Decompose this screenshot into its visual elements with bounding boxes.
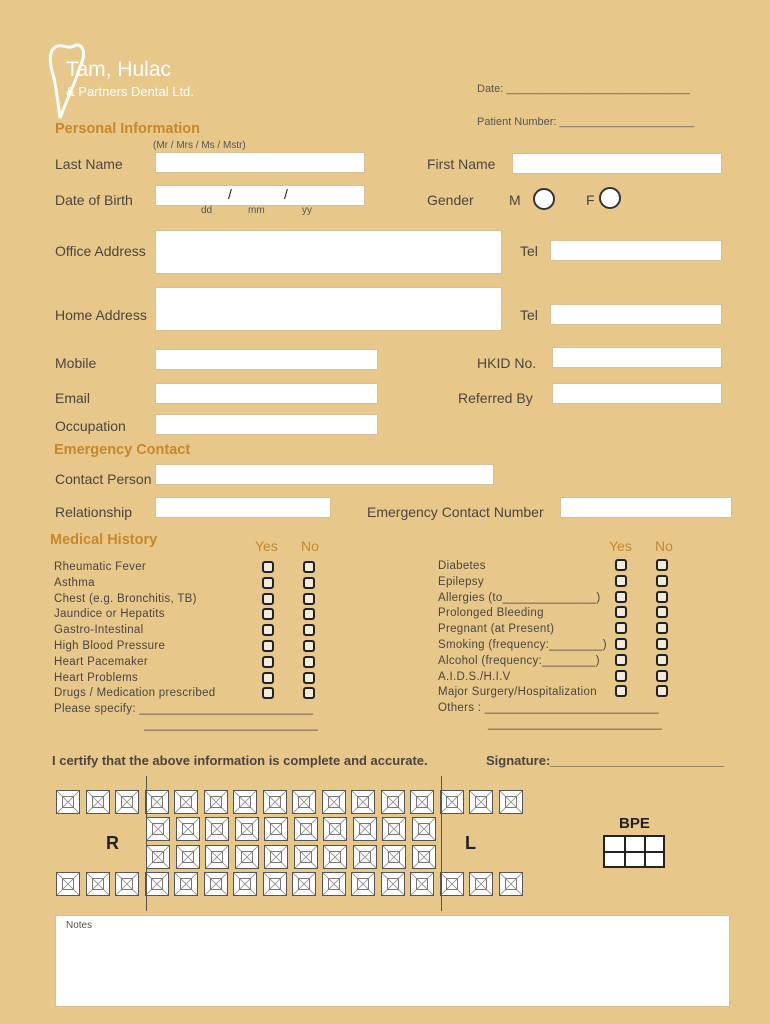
right-medical-list: [438, 559, 662, 733]
tooth-cell[interactable]: [86, 872, 110, 896]
dob-separator-2: /: [284, 186, 288, 202]
medical-item[interactable]: Smoking (frequency:________): [438, 638, 607, 651]
contact-person-label: Contact Person: [55, 471, 152, 487]
relationship-input[interactable]: [155, 497, 331, 518]
yes-checkbox[interactable]: [262, 577, 274, 589]
office-tel-label: Tel: [520, 243, 538, 259]
no-checkbox[interactable]: [303, 687, 315, 699]
hkid-label: HKID No.: [477, 355, 537, 371]
date-field[interactable]: Date: ______________________________: [477, 83, 690, 95]
home-address-label: Home Address: [55, 307, 147, 323]
mobile-label: Mobile: [55, 355, 97, 371]
yes-checkbox[interactable]: [615, 591, 627, 603]
gender-label: Gender: [427, 192, 474, 208]
medical-item[interactable]: Alcohol (frequency:________): [438, 654, 600, 667]
relationship-label: Relationship: [55, 504, 133, 520]
gender-m-label: M: [509, 192, 521, 208]
medical-item: Heart Pacemaker: [54, 655, 148, 668]
home-address-input[interactable]: [155, 287, 502, 331]
tooth-cell[interactable]: [292, 790, 316, 814]
chart-divider: [441, 776, 442, 911]
last-name-label: Last Name: [55, 156, 123, 172]
signature-field[interactable]: Signature:________________________: [486, 753, 724, 768]
yes-checkbox[interactable]: [262, 687, 274, 699]
tooth-cell[interactable]: [292, 872, 316, 896]
no-checkbox[interactable]: [303, 672, 315, 684]
no-checkbox[interactable]: [656, 638, 668, 650]
yes-checkbox[interactable]: [615, 685, 627, 697]
mobile-input[interactable]: [155, 349, 378, 370]
no-checkbox[interactable]: [303, 593, 315, 605]
tooth-cell[interactable]: [264, 845, 288, 869]
tooth-cell[interactable]: [440, 790, 464, 814]
occupation-input[interactable]: [155, 414, 378, 435]
tooth-cell[interactable]: [322, 872, 346, 896]
left-yes-header: Yes: [255, 538, 278, 554]
medical-item: Heart Problems: [54, 671, 139, 684]
dob-mm-hint: mm: [248, 205, 265, 216]
no-checkbox[interactable]: [303, 640, 315, 652]
tooth-cell[interactable]: [233, 872, 257, 896]
tooth-cell[interactable]: [351, 872, 375, 896]
medical-item: Prolonged Bleeding: [438, 607, 544, 620]
no-checkbox[interactable]: [303, 561, 315, 573]
yes-checkbox[interactable]: [615, 559, 627, 571]
yes-checkbox[interactable]: [615, 638, 627, 650]
dob-input[interactable]: [155, 185, 365, 206]
medical-item: Diabetes: [438, 560, 486, 572]
left-no-header: No: [301, 538, 319, 554]
medical-item: Jaundice or Hepatits: [54, 608, 165, 621]
medical-item: Rheumatic Fever: [54, 561, 147, 573]
tooth-cell[interactable]: [205, 817, 229, 841]
gender-m-radio[interactable]: [533, 188, 555, 210]
last-name-input[interactable]: [155, 152, 365, 173]
certify-statement: I certify that the above information is complete and accurate.: [52, 753, 428, 768]
tooth-cell[interactable]: [322, 790, 346, 814]
right-yes-header: Yes: [609, 538, 632, 554]
patient-number-field[interactable]: Patient Number: ______________________: [477, 116, 695, 128]
medical-item: Asthma: [54, 576, 95, 589]
no-checkbox[interactable]: [656, 654, 668, 666]
others-line2[interactable]: __________________________: [488, 717, 663, 730]
tooth-cell[interactable]: [410, 790, 434, 814]
tooth-cell[interactable]: [469, 790, 493, 814]
yes-checkbox[interactable]: [615, 575, 627, 587]
tooth-cell[interactable]: [235, 817, 259, 841]
no-checkbox[interactable]: [656, 575, 668, 587]
tooth-cell[interactable]: [115, 790, 139, 814]
logo-title: Tam, Hulac: [66, 58, 172, 81]
referred-by-label: Referred By: [458, 390, 533, 406]
personal-info-heading: Personal Information: [55, 121, 201, 137]
please-specify-field[interactable]: Please specify: __________________________: [54, 703, 314, 716]
dob-dd-hint: dd: [201, 205, 213, 216]
dob-label: Date of Birth: [55, 192, 133, 208]
tooth-cell[interactable]: [145, 872, 169, 896]
tooth-cell[interactable]: [264, 817, 288, 841]
yes-checkbox[interactable]: [262, 656, 274, 668]
medical-item: Epilepsy: [438, 575, 484, 588]
tooth-cell[interactable]: [294, 845, 318, 869]
tooth-cell[interactable]: [499, 790, 523, 814]
bpe-label: BPE: [619, 815, 650, 832]
yes-checkbox[interactable]: [262, 624, 274, 636]
medical-history-heading: Medical History: [50, 532, 158, 548]
emergency-contact-heading: Emergency Contact: [54, 442, 191, 458]
no-checkbox[interactable]: [656, 685, 668, 697]
yes-checkbox[interactable]: [262, 593, 274, 605]
yes-checkbox[interactable]: [615, 654, 627, 666]
right-no-header: No: [655, 538, 673, 554]
medical-item: Chest (e.g. Bronchitis, TB): [54, 592, 197, 605]
tooth-cell[interactable]: [351, 790, 375, 814]
tooth-cell[interactable]: [499, 872, 523, 896]
dob-separator-1: /: [228, 186, 232, 202]
tooth-cell[interactable]: [86, 790, 110, 814]
gender-f-label: F: [586, 192, 595, 208]
office-tel-input[interactable]: [550, 240, 722, 261]
chart-divider: [146, 776, 147, 911]
tooth-cell[interactable]: [233, 790, 257, 814]
no-checkbox[interactable]: [303, 577, 315, 589]
tooth-cell[interactable]: [410, 872, 434, 896]
tooth-cell[interactable]: [115, 872, 139, 896]
tooth-cell[interactable]: [353, 817, 377, 841]
no-checkbox[interactable]: [656, 670, 668, 682]
medical-item: Major Surgery/Hospitalization: [438, 686, 597, 699]
tooth-cell[interactable]: [174, 790, 198, 814]
office-address-input[interactable]: [155, 230, 502, 274]
logo-subtitle: & Partners Dental Ltd.: [66, 84, 194, 99]
please-specify-line2[interactable]: __________________________: [144, 718, 319, 731]
no-checkbox[interactable]: [656, 559, 668, 571]
referred-by-input[interactable]: [552, 383, 722, 404]
email-label: Email: [55, 390, 91, 406]
tooth-cell[interactable]: [263, 872, 287, 896]
yes-checkbox[interactable]: [262, 672, 274, 684]
occupation-label: Occupation: [55, 418, 126, 434]
first-name-input[interactable]: [512, 153, 722, 174]
tooth-cell[interactable]: [145, 790, 169, 814]
tooth-cell[interactable]: [56, 790, 80, 814]
medical-item: Pregnant (at Present): [438, 623, 555, 636]
emergency-number-input[interactable]: [560, 497, 732, 518]
yes-checkbox[interactable]: [615, 622, 627, 634]
no-checkbox[interactable]: [303, 608, 315, 620]
others-field[interactable]: Others : __________________________: [438, 702, 659, 715]
tooth-cell[interactable]: [440, 872, 464, 896]
no-checkbox[interactable]: [656, 591, 668, 603]
salutation-hint: (Mr / Mrs / Ms / Mstr): [153, 140, 246, 151]
chart-left-label: L: [465, 833, 476, 853]
tooth-cell[interactable]: [174, 872, 198, 896]
tooth-cell[interactable]: [382, 817, 406, 841]
tooth-cell[interactable]: [469, 872, 493, 896]
chart-right-label: R: [106, 833, 119, 853]
no-checkbox[interactable]: [656, 622, 668, 634]
medical-item: A.I.D.S./H.I.V: [438, 670, 511, 683]
yes-checkbox[interactable]: [262, 561, 274, 573]
yes-checkbox[interactable]: [615, 670, 627, 682]
tooth-cell[interactable]: [263, 790, 287, 814]
tooth-cell[interactable]: [381, 872, 405, 896]
notes-label: Notes: [66, 920, 93, 931]
tooth-cell[interactable]: [176, 817, 200, 841]
tooth-cell[interactable]: [56, 872, 80, 896]
tooth-cell[interactable]: [382, 845, 406, 869]
yes-checkbox[interactable]: [615, 606, 627, 618]
tooth-cell[interactable]: [176, 845, 200, 869]
home-tel-input[interactable]: [550, 304, 722, 325]
no-checkbox[interactable]: [303, 624, 315, 636]
dob-yy-hint: yy: [302, 205, 312, 216]
tooth-cell[interactable]: [146, 817, 170, 841]
gender-f-radio[interactable]: [599, 187, 621, 209]
left-medical-list: [54, 560, 318, 734]
medical-item: High Blood Pressure: [54, 639, 166, 652]
yes-checkbox[interactable]: [262, 608, 274, 620]
tooth-cell[interactable]: [294, 817, 318, 841]
tooth-cell[interactable]: [323, 845, 347, 869]
bpe-grid[interactable]: [603, 835, 665, 868]
office-address-label: Office Address: [55, 243, 146, 259]
tooth-cell[interactable]: [381, 790, 405, 814]
emergency-number-label: Emergency Contact Number: [367, 504, 544, 520]
medical-item: Gastro-Intestinal: [54, 624, 144, 637]
tooth-cell[interactable]: [235, 845, 259, 869]
no-checkbox[interactable]: [303, 656, 315, 668]
first-name-label: First Name: [427, 156, 496, 172]
yes-checkbox[interactable]: [262, 640, 274, 652]
contact-person-input[interactable]: [155, 464, 494, 485]
hkid-input[interactable]: [552, 347, 722, 368]
home-tel-label: Tel: [520, 307, 538, 323]
tooth-cell[interactable]: [412, 817, 436, 841]
no-checkbox[interactable]: [656, 606, 668, 618]
email-input[interactable]: [155, 383, 378, 404]
tooth-cell[interactable]: [353, 845, 377, 869]
notes-box[interactable]: [55, 915, 730, 1007]
tooth-cell[interactable]: [205, 845, 229, 869]
tooth-cell[interactable]: [412, 845, 436, 869]
medical-item[interactable]: Allergies (to______________): [438, 591, 601, 604]
tooth-cell[interactable]: [146, 845, 170, 869]
tooth-cell[interactable]: [323, 817, 347, 841]
tooth-cell[interactable]: [204, 872, 228, 896]
tooth-cell[interactable]: [204, 790, 228, 814]
medical-item: Drugs / Medication prescribed: [54, 687, 216, 700]
